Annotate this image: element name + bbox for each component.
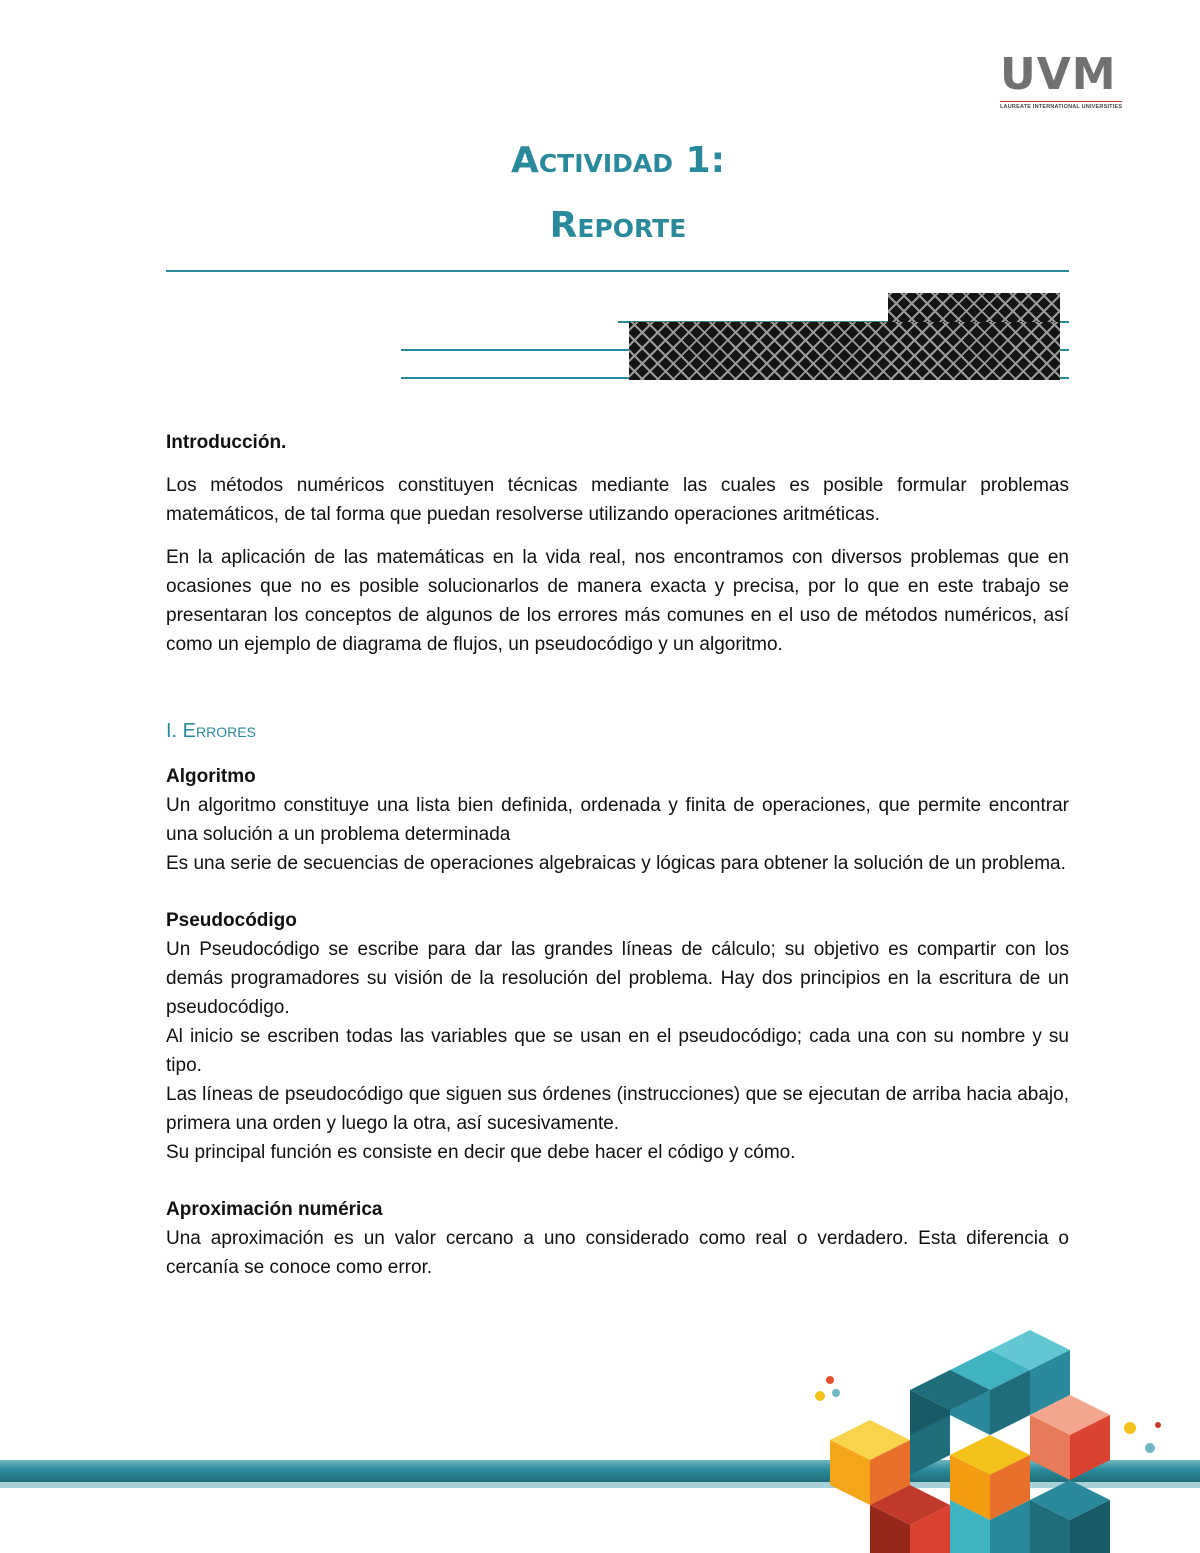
pseudocodigo-heading: Pseudocódigo (166, 910, 297, 931)
pseudocodigo-text: Su principal función es consiste en decir que debe hacer el código y cómo. (166, 1142, 796, 1163)
redaction-block (629, 322, 1060, 380)
logo-subtitle: LAUREATE INTERNATIONAL UNIVERSITIES (1000, 101, 1122, 110)
logo-text: UVM (1000, 49, 1117, 100)
section-title: I. Errores (166, 720, 256, 742)
pseudocodigo-text: Un Pseudocódigo se escribe para dar las grandes líneas de cálculo; su objetivo es compartir con los demás programadores su visión de la resolución del problema. Hay dos principios en la escritura de un pseudocódigo. (166, 939, 1069, 1018)
title-divider (166, 270, 1069, 272)
intro-paragraph: Los métodos numéricos constituyen técnicas mediante las cuales es posible formular problemas matemáticos, de tal forma que puedan resolverse utilizando operaciones aritméticas. (166, 475, 1069, 525)
algoritmo-text: Es una serie de secuencias de operaciones algebraicas y lógicas para obtener la solución de un problema. (166, 853, 1066, 874)
page-title: Actividad 1: (510, 140, 726, 181)
document-body (166, 428, 1069, 1282)
intro-paragraph: En la aplicación de las matemáticas en la vida real, nos encontramos con diversos problemas que en ocasiones que no es posible solucionarlos de manera exacta y precisa, por lo que en este trabajo se presentaran los conceptos de algunos de los errores más comunes en el uso de métodos numéricos, así como un ejemplo de diagrama de flujos, un pseudocódigo y un algoritmo. (166, 547, 1069, 655)
algoritmo-heading: Algoritmo (166, 766, 256, 787)
pseudocodigo-text: Al inicio se escriben todas las variables que se usan en el pseudocódigo; cada una con su nombre y su tipo. (166, 1026, 1069, 1076)
redaction-block (888, 293, 1060, 325)
aproximacion-heading: Aproximación numérica (166, 1199, 383, 1220)
uvm-logo (1000, 49, 1122, 115)
algoritmo-text: Un algoritmo constituye una lista bien definida, ordenada y finita de operaciones, que permite encontrar una solución a un problema determinada (166, 795, 1069, 845)
decorative-cubes (800, 1330, 1200, 1553)
page-subtitle: Reporte (549, 205, 687, 246)
aproximacion-text: Una aproximación es un valor cercano a uno considerado como real o verdadero. Esta diferencia o cercanía se conoce como error. (166, 1228, 1069, 1278)
intro-heading: Introducción. (166, 432, 287, 453)
pseudocodigo-text: Las líneas de pseudocódigo que siguen sus órdenes (instrucciones) que se ejecutan de arriba hacia abajo, primera una orden y luego la otra, así sucesivamente. (166, 1084, 1069, 1134)
